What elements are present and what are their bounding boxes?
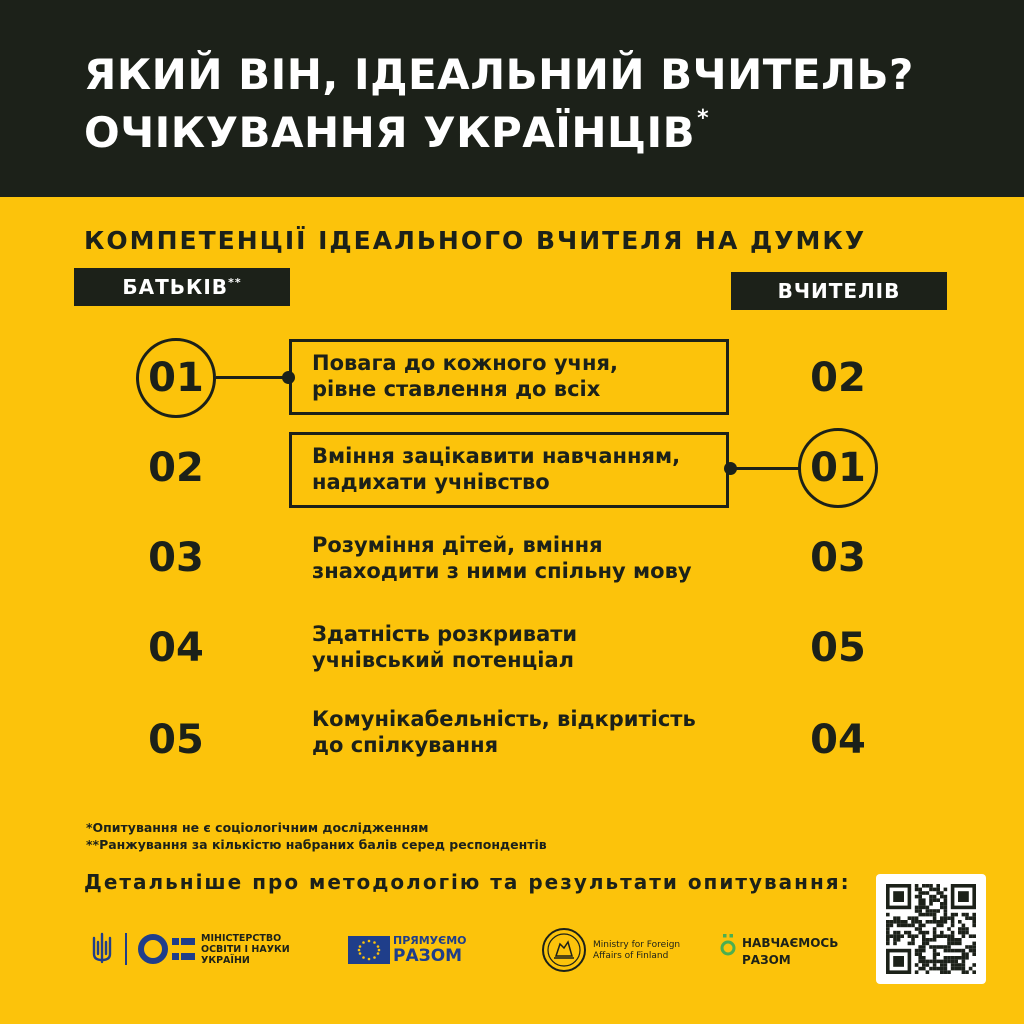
parents-rank-2: 02: [148, 445, 204, 491]
header-banner: [0, 0, 1024, 197]
partner-logos: [0, 918, 870, 988]
navchaemos-icon: [719, 932, 737, 958]
parents-rank-3: 03: [148, 535, 204, 581]
competency-5-line2: до спілкування: [312, 733, 499, 757]
competency-3-line2: знаходити з ними спільну мову: [312, 559, 692, 583]
trident-icon: [90, 932, 114, 966]
title-line-2-text: ОЧІКУВАННЯ УКРАЇНЦІВ: [84, 108, 696, 157]
finland-ministry-name: [593, 940, 680, 962]
competency-5-line1: Комунікабельність, відкритість: [312, 707, 696, 731]
teachers-rank-4: 05: [810, 625, 866, 671]
competency-1-line1: Повага до кожного учня,: [312, 351, 618, 375]
title-line-1: ЯКИЙ ВІН, ІДЕАЛЬНИЙ ВЧИТЕЛЬ?: [84, 50, 914, 99]
ministry-line-1: МІНІСТЕРСТВО: [201, 933, 282, 944]
qr-code-pattern: [876, 874, 986, 984]
finland-emblem-icon: [540, 926, 588, 974]
parents-rank-1: 01: [148, 355, 204, 401]
connector-line-1: [216, 376, 292, 379]
teachers-rank-5: 04: [810, 717, 866, 763]
footnote-2: **Ранжування за кількістю набраних балів серед респондентів: [86, 837, 547, 852]
navchaemos-name: [742, 935, 838, 969]
ministry-logo-icon: [137, 933, 197, 965]
navchaemos-line-1: НАВЧАЄМОСЬ: [742, 936, 839, 950]
competency-2-line1: Вміння зацікавити навчанням,: [312, 444, 681, 468]
eu-flag-icon: [348, 936, 390, 964]
eu-slogan: [393, 935, 467, 965]
parents-footnote-mark: **: [228, 276, 242, 289]
footnote-1: *Опитування не є соціологічним дослідженням: [86, 820, 429, 835]
competency-4-line1: Здатність розкривати: [312, 622, 578, 646]
ministry-line-3: УКРАЇНИ: [201, 955, 250, 966]
navchaemos-line-2: РАЗОМ: [742, 953, 791, 967]
finland-line-1: Ministry for Foreign: [593, 940, 681, 950]
teachers-rank-1: 02: [810, 355, 866, 401]
parents-label: [74, 268, 290, 306]
logo-separator: [125, 933, 127, 965]
competency-1-line2: рівне ставлення до всіх: [312, 377, 601, 401]
eu-slogan-line-2: РАЗОМ: [393, 946, 463, 966]
methodology-text: Детальніше про методологію та результати опитування:: [84, 870, 851, 894]
competency-4-line2: учнівський потенціал: [312, 648, 574, 672]
teachers-rank-2: 01: [810, 445, 866, 491]
eu-slogan-line-1: ПРЯМУЄМО: [393, 934, 467, 947]
parents-rank-5: 05: [148, 717, 204, 763]
teachers-rank-3: 03: [810, 535, 866, 581]
competency-3-line1: Розуміння дітей, вміння: [312, 533, 603, 557]
title-line-2: [84, 108, 709, 157]
competency-2-line2: надихати учнівство: [312, 470, 550, 494]
ministry-name: [201, 933, 290, 966]
title-footnote-mark: *: [697, 106, 710, 131]
qr-code[interactable]: [876, 874, 986, 984]
finland-line-2: Affairs of Finland: [593, 951, 669, 961]
teachers-label: ВЧИТЕЛІВ: [731, 272, 947, 310]
ministry-line-2: ОСВІТИ І НАУКИ: [201, 944, 290, 955]
parents-label-text: БАТЬКІВ: [122, 275, 229, 299]
subtitle: КОМПЕТЕНЦІЇ ІДЕАЛЬНОГО ВЧИТЕЛЯ НА ДУМКУ: [84, 226, 867, 255]
parents-rank-4: 04: [148, 625, 204, 671]
